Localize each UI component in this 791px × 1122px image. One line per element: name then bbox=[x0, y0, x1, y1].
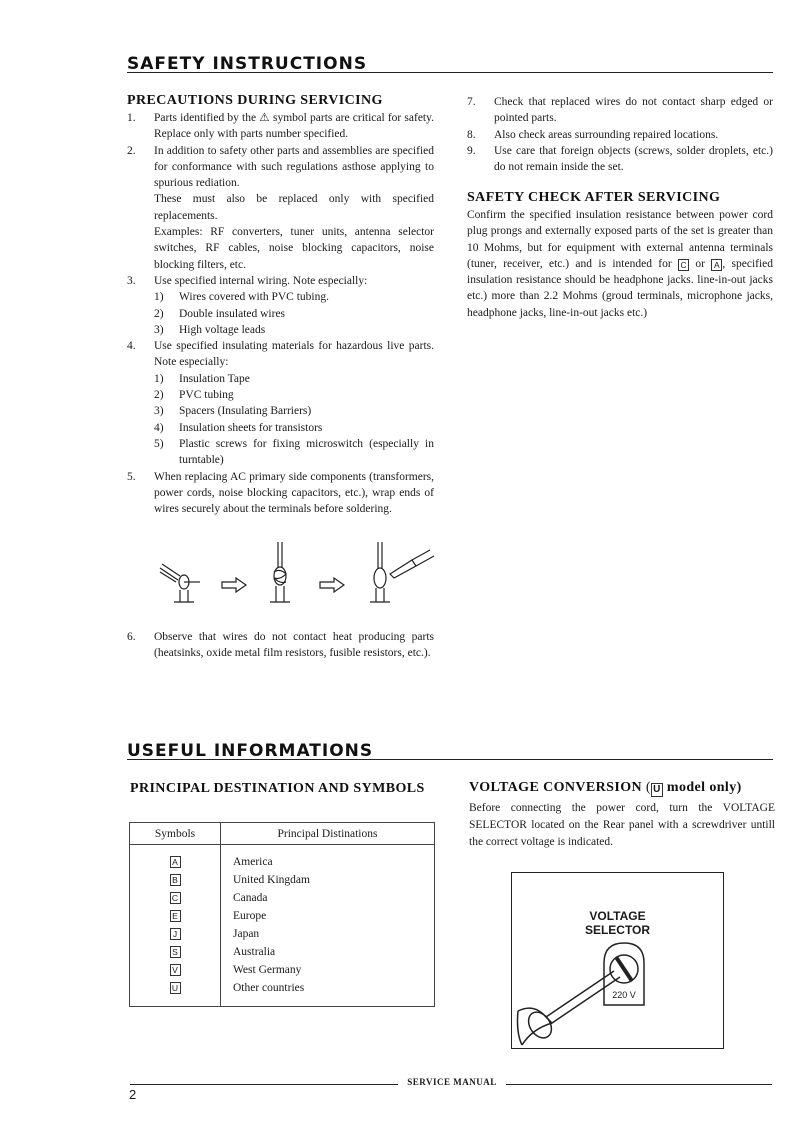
item-number: 5. bbox=[127, 470, 136, 483]
useful-title: USEFUL INFORMATIONS bbox=[127, 741, 374, 761]
sub-item: 1) Wires covered with PVC tubing. bbox=[154, 291, 329, 304]
arrow-icon bbox=[320, 578, 344, 592]
sub-item: 3) High voltage leads bbox=[154, 323, 266, 336]
table-row: B United Kingdam bbox=[130, 871, 435, 889]
footer-rule-left bbox=[130, 1084, 398, 1085]
item-text: Use specified insulating materials for hazardous live parts. Note especially: bbox=[154, 340, 434, 369]
item-number: 3. bbox=[127, 274, 136, 287]
item-number: 6. bbox=[127, 631, 136, 643]
sub-item: 3) Spacers (Insulating Barriers) bbox=[154, 405, 312, 418]
sub-item: 1) Insulation Tape bbox=[154, 372, 250, 385]
terminal-step-2-icon bbox=[270, 542, 290, 602]
diagram-label: SELECTOR bbox=[584, 923, 651, 937]
symbol-box-u: U bbox=[651, 783, 663, 797]
soldering-step-icon bbox=[370, 542, 434, 602]
voltage-value-label: 220 V bbox=[612, 990, 636, 1000]
table-row: A America bbox=[130, 853, 435, 871]
symbol-box-c: C bbox=[678, 259, 689, 271]
table-header-destinations: Principal Distinations bbox=[277, 827, 378, 840]
item-6-block bbox=[127, 629, 434, 662]
sub-item: 4) Insulation sheets for transistors bbox=[154, 421, 323, 434]
footer bbox=[130, 1077, 772, 1091]
footer-label: SERVICE MANUAL bbox=[407, 1077, 497, 1087]
item-text: Also check areas surrounding repaired locations. bbox=[494, 128, 719, 141]
sub-item: 2) PVC tubing bbox=[154, 389, 234, 402]
item-text: When replacing AC primary side components (transformers, power cords, noise blocking capacitors, etc.), wrap ends of wires securely about the terminals before soldering. bbox=[154, 470, 434, 516]
destinations-heading: PRINCIPAL DESTINATION AND SYMBOLS bbox=[130, 781, 425, 796]
list-item bbox=[467, 127, 773, 143]
list-item bbox=[127, 338, 434, 371]
item-number: 2. bbox=[127, 144, 136, 157]
list-item bbox=[467, 94, 773, 127]
item-text: These must also be replaced only with specified replacements. bbox=[154, 193, 434, 222]
screwdriver-icon bbox=[512, 873, 723, 1048]
list-item bbox=[127, 629, 434, 662]
table-row: S Australia bbox=[130, 943, 435, 961]
safety-check-text: Confirm the specified insulation resistance between power cord plug prongs and externally exposed parts of the set is greater than 10 Mohms, but for equipment with external antenna terminals (tuner, receiver, etc.) and is intended for C or A , specified insulation resistance should be headphone jacks. line-in-out jacks etc.) more than 2.2 Mohms (groud terminals, microphone jacks, headphone jacks, line-in-out jacks etc.) bbox=[467, 209, 774, 319]
list-item bbox=[127, 469, 434, 518]
table-row: V West Germany bbox=[130, 961, 435, 979]
table-row: U Other countries bbox=[130, 979, 435, 997]
table-row: E Europe bbox=[130, 907, 435, 925]
item-number: 9. bbox=[467, 144, 476, 157]
item-text: Check that replaced wires do not contact sharp edged or pointed parts. bbox=[494, 96, 773, 125]
safety-title: SAFETY INSTRUCTIONS bbox=[127, 54, 368, 74]
item-text: In addition to safety other parts and assemblies are specified for conformance with such regulations asthose applying to spurious rediation. bbox=[154, 144, 434, 190]
page-number: 2 bbox=[129, 1087, 137, 1102]
precautions-continued bbox=[467, 94, 773, 175]
destinations-table bbox=[129, 822, 435, 1007]
diagram-label: VOLTAGE bbox=[589, 909, 646, 923]
sub-item: 5) Plastic screws for fixing microswitch (especially in turntable) bbox=[154, 437, 434, 467]
symbol-box-a: A bbox=[711, 259, 722, 271]
item-number: 7. bbox=[467, 96, 476, 108]
precautions-section bbox=[127, 93, 434, 517]
item-number: 1. bbox=[127, 112, 136, 124]
useful-rule bbox=[127, 759, 773, 760]
item-text: Parts identified by the ⚠ symbol parts are critical for safety. Replace only with parts number specified. bbox=[154, 112, 434, 141]
precautions-heading: PRECAUTIONS DURING SERVICING bbox=[127, 93, 383, 108]
table-row: C Canada bbox=[130, 889, 435, 907]
voltage-section bbox=[469, 780, 775, 851]
footer-rule-right bbox=[506, 1084, 772, 1085]
sub-item: 2) Double insulated wires bbox=[154, 307, 286, 320]
item-number: 4. bbox=[127, 340, 136, 353]
item-text: Use specified internal wiring. Note especially: bbox=[154, 274, 368, 287]
list-item bbox=[127, 143, 434, 273]
item-text: Use care that foreign objects (screws, solder droplets, etc.) do not remain inside the set. bbox=[494, 144, 773, 174]
item-text: Examples: RF converters, tuner units, antenna selector switches, RF cables, noise blocking capacitors, noise blocking filters, etc. bbox=[154, 226, 434, 271]
voltage-heading: VOLTAGE CONVERSION ( U model only) bbox=[469, 780, 742, 795]
safety-check-section bbox=[467, 190, 773, 321]
table-row: J Japan bbox=[130, 925, 435, 943]
list-item bbox=[127, 273, 434, 289]
voltage-text: Before connecting the power cord, turn the VOLTAGE SELECTOR located on the Rear panel with a screwdriver untill the correct voltage is indicated. bbox=[469, 802, 775, 848]
title-rule bbox=[127, 72, 773, 73]
item-text: Observe that wires do not contact heat producing parts (heatsinks, oxide metal film resistors, fusible resistors, etc.). bbox=[154, 631, 434, 660]
safety-check-heading: SAFETY CHECK AFTER SERVICING bbox=[467, 190, 721, 205]
list-item bbox=[467, 143, 773, 176]
voltage-selector-diagram bbox=[511, 872, 724, 1049]
wire-wrap-illustration bbox=[150, 538, 450, 608]
terminal-step-1-icon bbox=[160, 564, 200, 602]
table-header-symbols: Symbols bbox=[130, 823, 221, 845]
item-number: 8. bbox=[467, 128, 476, 141]
list-item bbox=[127, 110, 434, 143]
arrow-icon bbox=[222, 578, 246, 592]
